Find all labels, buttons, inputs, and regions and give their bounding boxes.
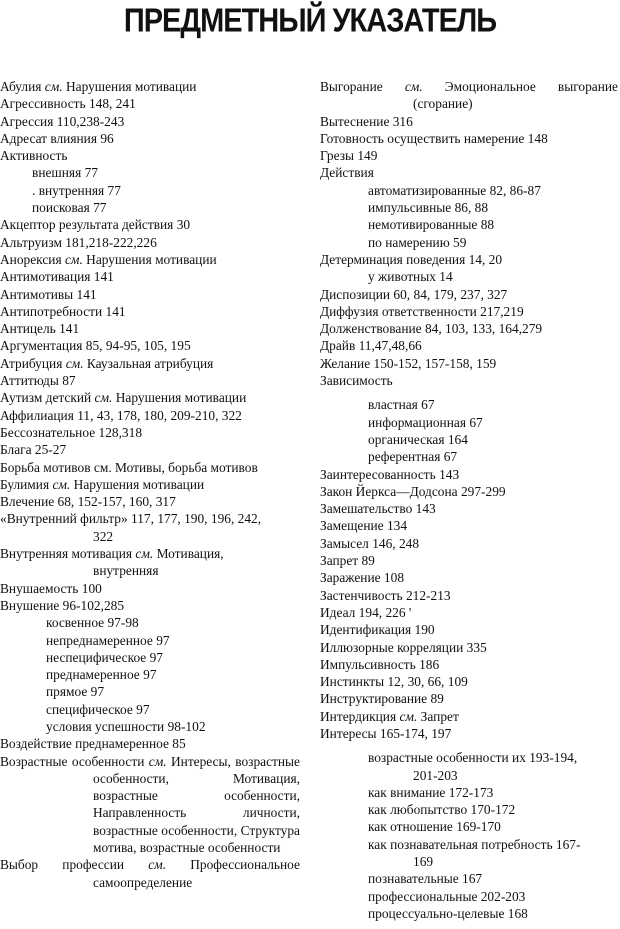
entry-reference-target: Каузальная атрибуция (83, 355, 214, 371)
entry-text: Драйв 11,47,48,66 (320, 338, 422, 354)
entry-reference-target: Мотивация, (153, 546, 224, 562)
index-entry (0, 562, 300, 579)
entry-text: Готовность осуществить намерение 148 (320, 130, 548, 146)
entry-text: как познавательная потребность 167- (368, 836, 581, 852)
index-entry (0, 649, 300, 666)
entry-text: как внимание 172-173 (368, 784, 494, 800)
index-entry (320, 749, 618, 766)
entry-text: Детерминация поведения 14, 20 (320, 251, 503, 267)
entry-text: косвенное 97-98 (46, 615, 139, 631)
entry-text: поисковая 77 (32, 200, 107, 216)
index-entry (320, 483, 618, 500)
index-entry (320, 234, 618, 251)
entry-text: Интердикция (320, 708, 400, 724)
index-entry (0, 701, 300, 718)
entry-text: Агрессивность 148, 241 (0, 96, 136, 112)
entry-reference-target: Профессиональное самоопределение (93, 857, 300, 890)
entry-text: Зависимость (320, 373, 393, 389)
see-reference: см. (52, 476, 71, 492)
entry-reference-target: Интересы, возрастные особенности, Мотивация, возрастные особенности, Направленность личности, возрастные особенности, Структура мотива, возрастные особенности (93, 753, 300, 856)
index-entry (0, 286, 300, 303)
entry-text: Действия (320, 165, 374, 181)
index-entry (0, 199, 300, 216)
index-entry (320, 905, 618, 922)
entry-text: Застенчивость 212-213 (320, 587, 451, 603)
index-entry (320, 836, 618, 853)
entry-text: возрастные особенности их 193-194, (368, 750, 578, 766)
index-entry (0, 78, 300, 95)
index-entry (0, 216, 300, 233)
entry-text: профессиональные 202-203 (368, 888, 526, 904)
entry-text: внешняя 77 (32, 165, 98, 181)
index-entry (0, 632, 300, 649)
entry-text: Анорексия (0, 251, 65, 267)
entry-text: Инстинкты 12, 30, 66, 109 (320, 674, 468, 690)
entry-text: Активность (0, 148, 68, 164)
entry-text: Аттитюды 87 (0, 373, 76, 389)
index-entry (320, 708, 618, 725)
entry-text: познавательные 167 (368, 871, 483, 887)
entry-text: прямое 97 (46, 684, 105, 700)
index-entry (320, 818, 618, 835)
index-entry (0, 666, 300, 683)
entry-text: информационная 67 (368, 414, 483, 430)
see-reference: см. (64, 251, 83, 267)
entry-reference-target: Нарушения мотивации (62, 79, 197, 94)
index-entry (320, 286, 618, 303)
index-entry (320, 199, 618, 216)
entry-text: Замещение 134 (320, 518, 408, 534)
index-entry (320, 113, 618, 130)
index-entry (320, 414, 618, 431)
see-reference: см. (404, 79, 423, 94)
entry-text: властная 67 (368, 397, 435, 413)
index-entry (320, 164, 618, 181)
index-entry (320, 182, 618, 199)
index-entry (320, 372, 618, 389)
index-entry (320, 767, 618, 784)
see-reference: см. (94, 390, 113, 406)
index-entry (320, 888, 618, 905)
entry-text: Аргументация 85, 94-95, 105, 195 (0, 338, 191, 354)
entry-text: процессуально-целевые 168 (368, 905, 528, 921)
index-entry (320, 216, 618, 233)
entry-text: Выбор профессии (0, 857, 149, 873)
see-reference: см. (135, 546, 154, 562)
entry-text: преднамеренное 97 (46, 667, 157, 683)
index-entry (0, 268, 300, 285)
entry-text: Антицель 141 (0, 321, 80, 337)
index-column-left (0, 78, 300, 891)
entry-text: Внушение 96-102,285 (0, 597, 125, 613)
index-entry (0, 182, 300, 199)
index-entry (320, 466, 618, 483)
see-reference: см. (65, 355, 84, 371)
entry-text: Бессознательное 128,318 (0, 424, 143, 440)
entry-text: Интересы 165-174, 197 (320, 725, 452, 741)
entry-text: специфическое 97 (46, 701, 150, 717)
entry-text: Агрессия 110,238-243 (0, 113, 125, 129)
index-entry (320, 639, 618, 656)
index-entry (0, 234, 300, 251)
entry-text: Грезы 149 (320, 148, 378, 164)
index-entry (0, 164, 300, 181)
entry-text: Адресат влияния 96 (0, 130, 114, 146)
index-entry (320, 673, 618, 690)
see-reference: см. (44, 79, 63, 94)
entry-text: Выгорание (320, 79, 405, 94)
index-entry (320, 355, 618, 372)
page-title: ПРЕДМЕТНЫЙ УКАЗАТЕЛЬ (123, 2, 497, 40)
entry-text: Булимия (0, 476, 53, 492)
index-entry (0, 95, 300, 112)
index-entry (0, 683, 300, 700)
index-entry (0, 424, 300, 441)
index-entry (0, 856, 300, 891)
index-entry (0, 735, 300, 752)
entry-text: Идентификация 190 (320, 622, 435, 638)
entry-text: внутренняя (93, 563, 159, 579)
index-entry (320, 870, 618, 887)
index-entry (0, 113, 300, 130)
entry-text: органическая 164 (368, 431, 468, 447)
entry-text: Акцептор результата действия 30 (0, 217, 191, 233)
entry-reference-target: Нарушения мотивации (82, 251, 217, 267)
index-entry (0, 372, 300, 389)
index-entry (0, 337, 300, 354)
entry-text: Альтруизм 181,218-222,226 (0, 234, 157, 250)
entry-reference-target: Нарушения мотивации (70, 476, 205, 492)
index-entry (320, 500, 618, 517)
entry-text: 322 (93, 528, 114, 544)
entry-text: Запрет 89 (320, 553, 375, 569)
entry-text: Заинтересованность 143 (320, 466, 460, 482)
index-entry (320, 251, 618, 268)
entry-text: неспецифическое 97 (46, 649, 163, 665)
index-entry (320, 604, 618, 621)
index-entry (320, 535, 618, 552)
entry-text: Антимотивы 141 (0, 286, 97, 302)
index-entry (0, 355, 300, 372)
entry-text: Импульсивность 186 (320, 656, 440, 672)
entry-text: «Внутренний фильтр» 117, 177, 190, 196, 242, (0, 511, 262, 527)
entry-text: Антипотребности 141 (0, 303, 126, 319)
entry-text: Вытеснение 316 (320, 113, 413, 129)
index-entry (0, 753, 300, 857)
index-entry (0, 545, 300, 562)
index-entry (0, 303, 300, 320)
index-entry (320, 801, 618, 818)
entry-text: 201-203 (413, 767, 458, 783)
entry-text: Возрастные особенности (0, 753, 149, 769)
entry-text: импульсивные 86, 88 (368, 200, 489, 216)
entry-text: референтная 67 (368, 449, 458, 465)
index-entry (320, 784, 618, 801)
index-entry (0, 528, 300, 545)
entry-text: Внушаемость 100 (0, 580, 102, 596)
index-entry (0, 580, 300, 597)
index-entry (320, 552, 618, 569)
entry-text: . внутренняя 77 (32, 182, 121, 198)
index-entry (320, 725, 618, 742)
entry-text: Аутизм детский (0, 390, 95, 406)
index-entry (320, 569, 618, 586)
index-entry (0, 320, 300, 337)
entry-reference-target: Нарушения мотивации (112, 390, 247, 406)
index-entry (320, 130, 618, 147)
index-entry (0, 476, 300, 493)
entry-text: Заражение 108 (320, 570, 405, 586)
index-entry (320, 621, 618, 638)
index-entry (0, 389, 300, 406)
entry-text: как любопытство 170-172 (368, 802, 516, 818)
index-entry (320, 853, 618, 870)
entry-text: Аффилиация 11, 43, 178, 180, 209-210, 322 (0, 407, 242, 423)
index-entry (320, 268, 618, 285)
index-entry (320, 656, 618, 673)
entry-text: Атрибуция (0, 355, 66, 371)
entry-reference-target: Запрет (417, 708, 459, 724)
entry-text: 169 (413, 854, 434, 870)
index-entry (320, 147, 618, 164)
entry-text: Антимотивация 141 (0, 269, 114, 285)
entry-text: Влечение 68, 152-157, 160, 317 (0, 494, 176, 510)
index-entry (320, 337, 618, 354)
entry-text: Идеал 194, 226 ' (320, 604, 412, 620)
entry-text: у животных 14 (368, 269, 453, 285)
index-entry (320, 587, 618, 604)
index-entry (320, 303, 618, 320)
index-entry (0, 130, 300, 147)
index-entry (0, 441, 300, 458)
entry-text: Диффузия ответственности 217,219 (320, 303, 524, 319)
entry-text: Закон Йеркса—Додсона 297-299 (320, 483, 506, 499)
see-reference: см. (399, 708, 418, 724)
entry-text: Инструктирование 89 (320, 691, 444, 707)
index-entry (0, 147, 300, 164)
entry-text: немотивированные 88 (368, 217, 495, 233)
entry-text: Желание 150-152, 157-158, 159 (320, 355, 497, 371)
entry-text: Долженствование 84, 103, 133, 164,279 (320, 321, 543, 337)
entry-text: Внутренняя мотивация (0, 546, 136, 562)
index-entry (320, 690, 618, 707)
index-entry (320, 320, 618, 337)
entry-text: по намерению 59 (368, 234, 467, 250)
entry-text: Замешательство 143 (320, 501, 436, 517)
entry-text: Замысел 146, 248 (320, 535, 420, 551)
see-reference: см. (148, 857, 167, 873)
entry-text: Абулия (0, 79, 45, 94)
index-entry (0, 614, 300, 631)
index-entry (320, 431, 618, 448)
index-entry (0, 251, 300, 268)
entry-text: Блага 25-27 (0, 442, 67, 458)
entry-text: Иллюзорные корреляции 335 (320, 639, 487, 655)
index-entry (0, 459, 300, 476)
entry-reference-target: Эмоциональное выгорание (сгорание) (413, 79, 618, 112)
index-entry (0, 493, 300, 510)
index-column-right (320, 78, 618, 922)
index-entry (0, 597, 300, 614)
entry-text: непреднамеренное 97 (46, 632, 170, 648)
entry-text: Борьба мотивов см. Мотивы, борьба мотивов (0, 459, 258, 475)
index-entry (320, 517, 618, 534)
entry-text: автоматизированные 82, 86-87 (368, 182, 541, 198)
see-reference: см. (148, 753, 167, 769)
index-entry (320, 396, 618, 413)
entry-text: как отношение 169-170 (368, 819, 501, 835)
index-entry (0, 510, 300, 527)
index-entry (0, 407, 300, 424)
entry-text: условия успешности 98-102 (46, 718, 206, 734)
index-entry (0, 718, 300, 735)
index-entry (320, 78, 618, 113)
entry-text: Воздействие преднамеренное 85 (0, 736, 186, 752)
entry-text: Диспозиции 60, 84, 179, 237, 327 (320, 286, 508, 302)
index-entry (320, 448, 618, 465)
